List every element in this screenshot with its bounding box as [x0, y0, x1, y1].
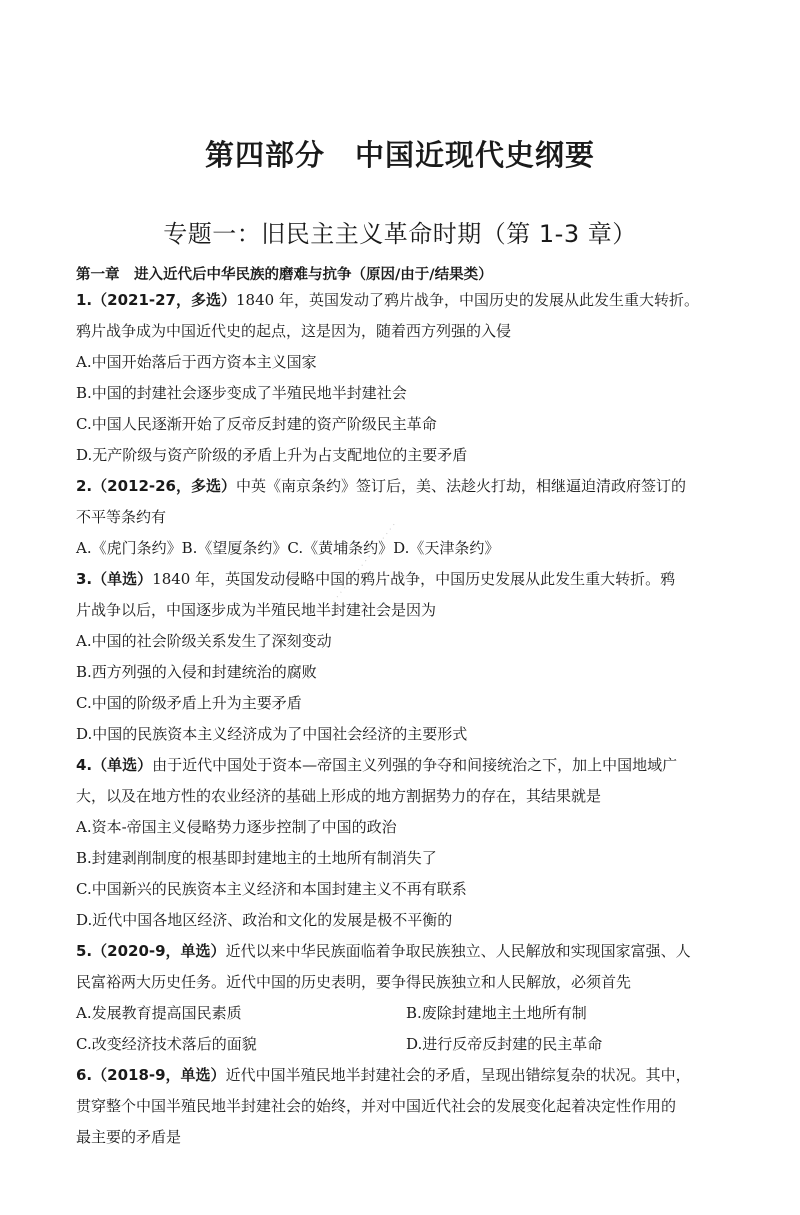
question-number: 6.	[76, 1066, 93, 1084]
option-a: A.发展教育提高国民素质	[76, 1004, 242, 1022]
option-a: A.资本-帝国主义侵略势力逐步控制了中国的政治	[76, 818, 397, 836]
option-d: D.进行反帝反封建的民主革命	[406, 1035, 603, 1053]
option-a: A.中国开始落后于西方资本主义国家	[76, 353, 317, 371]
question-5-stem-line-2: 民富裕两大历史任务。近代中国的历史表明，要争得民族独立和人民解放，必须首先	[76, 973, 632, 991]
options-inline: A.《虎门条约》B.《望厦条约》C.《黄埔条约》D.《天津条约》	[76, 539, 500, 557]
question-3-stem-line-2: 片战争以后，中国逐步成为半殖民地半封建社会是因为	[76, 601, 437, 619]
option-b: B.封建剥削制度的根基即封建地主的土地所有制消失了	[76, 849, 437, 867]
question-6-stem-line-1	[76, 1065, 736, 1085]
question-4-stem-line-1	[76, 755, 736, 775]
question-6-stem-line-2: 贯穿整个中国半殖民地半封建社会的始终，并对中国近代社会的发展变化起着决定性作用的	[76, 1097, 677, 1115]
question-3-stem-line-1	[76, 569, 736, 589]
question-tag: （2012-26，多选）	[92, 477, 236, 495]
question-tag: （2020-9，单选）	[92, 942, 226, 960]
question-tag: （单选）	[92, 756, 153, 774]
question-stem: 中英《南京条约》签订后，美、法趁火打劫，相继逼迫清政府签订的	[236, 477, 687, 495]
question-list	[76, 290, 736, 1158]
question-stem: 近代以来中华民族面临着争取民族独立、人民解放和实现国家富强、人	[225, 942, 691, 960]
option-d: D.中国的民族资本主义经济成为了中国社会经济的主要形式	[76, 725, 468, 743]
page-title: 第四部分 中国近现代史纲要	[204, 138, 595, 172]
question-stem: 近代中国半殖民地半封建社会的矛盾，呈现出错综复杂的状况。其中，	[225, 1066, 691, 1084]
question-number: 2.	[76, 477, 93, 495]
question-tag: （单选）	[92, 570, 153, 588]
question-tag: （2018-9，单选）	[92, 1066, 226, 1084]
question-number: 1.	[76, 291, 93, 309]
question-4-stem-line-2: 大，以及在地方性的农业经济的基础上形成的地方割据势力的存在，其结果就是	[76, 787, 602, 805]
option-b: B.西方列强的入侵和封建统治的腐败	[76, 663, 317, 681]
question-number: 3.	[76, 570, 93, 588]
option-d: D.近代中国各地区经济、政治和文化的发展是极不平衡的	[76, 911, 453, 929]
question-1-stem-line-2: 鸦片战争成为中国近代史的起点，这是因为，随着西方列强的入侵	[76, 322, 512, 340]
question-stem: 1840 年，英国发动侵略中国的鸦片战争，中国历史发展从此发生重大转折。鸦	[152, 570, 676, 588]
question-5-stem-line-1	[76, 941, 736, 961]
watermark: · · · · · · · · · · · · · · · · · ·	[330, 521, 400, 607]
question-6-stem-line-3: 最主要的矛盾是	[76, 1128, 182, 1146]
question-tag: （2021-27，多选）	[92, 291, 236, 309]
option-b: B.中国的封建社会逐步变成了半殖民地半封建社会	[76, 384, 407, 402]
option-row	[76, 1034, 736, 1054]
option-a: A.中国的社会阶级关系发生了深刻变动	[76, 632, 332, 650]
question-number: 4.	[76, 756, 93, 774]
section-subtitle: 专题一：旧民主主义革命时期（第 1-3 章）	[163, 220, 637, 248]
question-number: 5.	[76, 942, 93, 960]
question-stem: 由于近代中国处于资本—帝国主义列强的争夺和间接统治之下，加上中国地域广	[152, 756, 678, 774]
question-2-stem-line-2: 不平等条约有	[76, 508, 167, 526]
chapter-heading: 第一章 进入近代后中华民族的磨难与抗争（原因/由于/结果类）	[76, 267, 493, 283]
question-2-stem-line-1	[76, 476, 736, 496]
question-stem: 1840 年，英国发动了鸦片战争，中国历史的发展从此发生重大转折。	[236, 291, 699, 309]
option-c: C.中国新兴的民族资本主义经济和本国封建主义不再有联系	[76, 880, 467, 898]
option-b: B.废除封建地主土地所有制	[406, 1004, 587, 1022]
option-d: D.无产阶级与资产阶级的矛盾上升为占支配地位的主要矛盾	[76, 446, 468, 464]
option-c: C.改变经济技术落后的面貌	[76, 1035, 257, 1053]
option-c: C.中国的阶级矛盾上升为主要矛盾	[76, 694, 302, 712]
question-1-stem-line-1	[76, 290, 736, 310]
option-row	[76, 1003, 736, 1023]
option-c: C.中国人民逐渐开始了反帝反封建的资产阶级民主革命	[76, 415, 437, 433]
